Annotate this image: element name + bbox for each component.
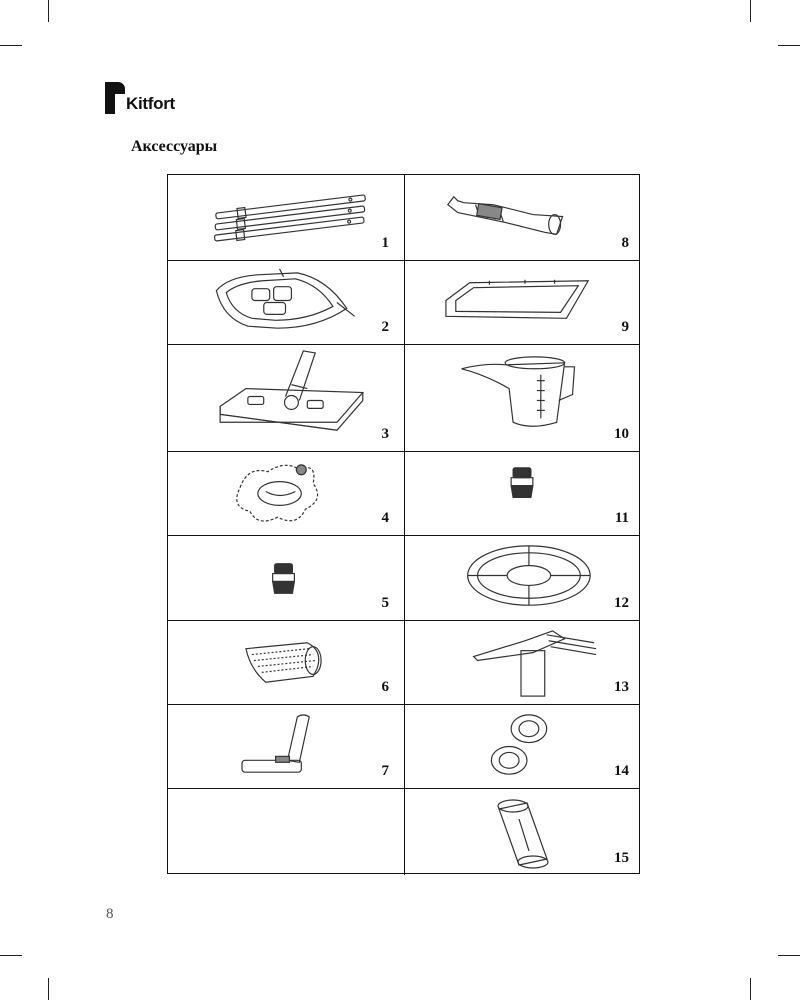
frame-pad-icon <box>405 261 639 344</box>
measuring-jug-icon <box>405 345 639 451</box>
accessory-number: 4 <box>381 510 389 526</box>
microfiber-pad-icon <box>168 621 404 704</box>
accessory-number: 14 <box>614 763 629 779</box>
brand-name: Kitfort <box>126 94 175 113</box>
brand-logo <box>105 82 175 114</box>
round-brush-small-icon <box>168 536 404 620</box>
accessory-cell <box>168 536 405 621</box>
round-holder-icon <box>405 536 639 620</box>
accessory-cell <box>405 175 639 261</box>
round-brush-icon <box>405 452 639 535</box>
accessory-cell <box>168 621 405 705</box>
accessory-number: 12 <box>614 595 629 611</box>
window-nozzle-icon <box>168 705 404 788</box>
accessory-cell <box>168 345 405 452</box>
accessories-table <box>167 174 640 874</box>
accessory-number: 13 <box>614 679 629 695</box>
accessory-cell <box>405 261 639 345</box>
accessory-number: 15 <box>614 850 629 866</box>
accessory-number: 2 <box>381 319 389 335</box>
accessory-number: 9 <box>621 319 629 335</box>
accessory-cell <box>405 789 639 875</box>
accessory-cell <box>405 345 639 452</box>
crop-mark <box>48 0 49 22</box>
crop-mark <box>48 978 49 1000</box>
floor-mop-head-icon <box>168 345 404 451</box>
accessory-number: 3 <box>381 426 389 442</box>
accessory-cell <box>405 621 639 705</box>
accessory-number: 5 <box>381 595 389 611</box>
accessory-number: 8 <box>621 235 629 251</box>
rubber-rings-icon <box>405 705 639 788</box>
accessory-number: 6 <box>381 679 389 695</box>
accessory-number: 1 <box>381 235 389 251</box>
crop-mark <box>750 0 751 22</box>
accessory-number: 10 <box>614 426 629 442</box>
accessory-number: 11 <box>614 510 629 526</box>
adapter-sleeve-icon <box>405 789 639 875</box>
accessory-cell <box>168 261 405 345</box>
page-number: 8 <box>106 906 114 922</box>
accessory-cell <box>168 452 405 536</box>
crop-mark <box>778 45 800 46</box>
accessory-cell <box>405 536 639 621</box>
accessory-cell <box>405 452 639 536</box>
accessory-cell-empty <box>168 789 405 875</box>
crop-mark <box>778 955 800 956</box>
scraper-nozzle-icon <box>405 621 639 704</box>
accessory-cell <box>168 705 405 789</box>
extension-tubes-icon <box>168 175 404 260</box>
angled-nozzle-icon <box>405 175 639 260</box>
kitfort-logo-icon <box>105 82 125 114</box>
accessory-number: 7 <box>381 763 389 779</box>
section-title: Аксессуары <box>131 138 218 155</box>
accessory-cell <box>405 705 639 789</box>
crop-mark <box>750 978 751 1000</box>
accessory-cell <box>168 175 405 261</box>
carpet-glider-icon <box>168 261 404 344</box>
cloth-cover-icon <box>168 452 404 535</box>
crop-mark <box>0 45 22 46</box>
crop-mark <box>0 955 22 956</box>
